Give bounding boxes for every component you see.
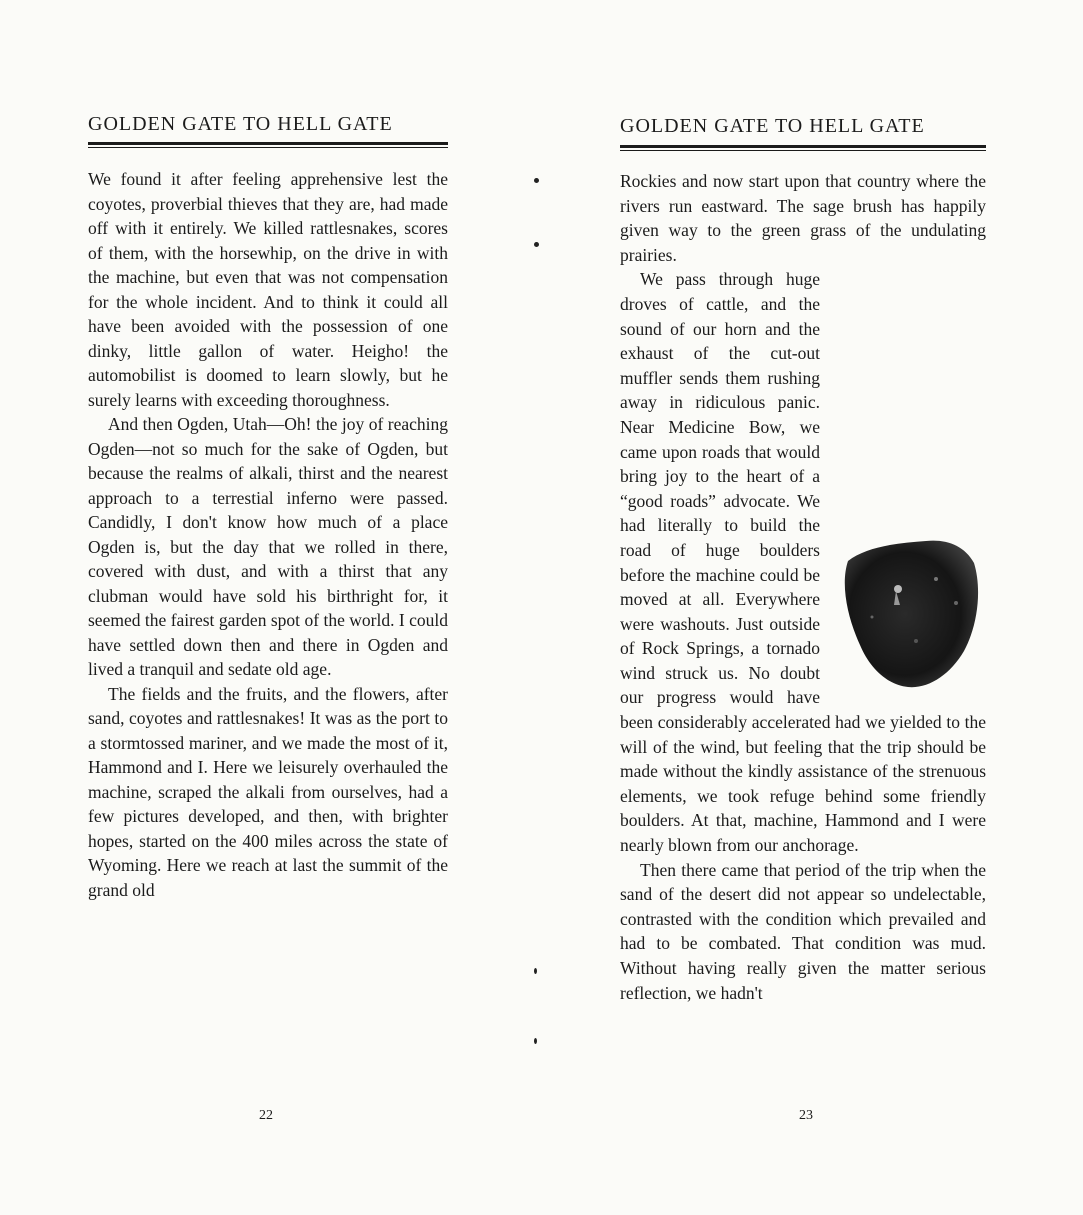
binding-mark xyxy=(534,178,539,183)
double-rule xyxy=(88,142,448,148)
body-text xyxy=(620,169,986,1005)
paragraph: The fields and the fruits, and the flowers, after sand, coyotes and rattlesnakes! It was as the port to a stormtossed mariner, and we made the most of it, Hammond and I. Here we leisurely overhauled the machine, scraped the alkali from ourselves, had a few pictures developed, and then, with brighter hopes, started on the 400 miles across the state of Wyoming. Here we reach at last the summit of the grand old xyxy=(88,683,448,900)
running-head: GOLDEN GATE TO HELL GATE xyxy=(88,113,393,135)
page-number: 22 xyxy=(259,1108,273,1123)
running-head: GOLDEN GATE TO HELL GATE xyxy=(620,115,925,137)
photograph-image xyxy=(836,529,986,694)
paragraph: And then Ogden, Utah—Oh! the joy of reaching Ogden—not so much for the sake of Ogden, but because the realms of alkali, thirst and the nearest approach to a terrestial inferno were passed. Candidly, I don't know how much of a place Ogden is, but the day that we rolled in there, covered with dust, and with a thirst that any clubman would have sold his birthright for, it seemed the fairest garden spot of the world. I could have settled down then and there in Ogden and lived a tranquil and sedate old age. xyxy=(88,414,448,679)
page-number: 23 xyxy=(799,1108,813,1123)
paragraph: Rockies and now start upon that country where the rivers run eastward. The sage brush has happily given way to the green grass of the undulating prairies. xyxy=(620,171,986,265)
binding-mark xyxy=(534,968,537,974)
paragraph: Then there came that period of the trip when the sand of the desert did not appear so undelectable, contrasted with the condition which prevailed and had to be combated. That condition was mud. Without having really given the matter serious reflection, we hadn't xyxy=(620,859,986,1003)
double-rule xyxy=(620,145,986,151)
body-text xyxy=(88,167,448,902)
paragraph: We found it after feeling apprehensive lest the coyotes, proverbial thieves that they are, had made off with it entirely. We killed rattlesnakes, scores of them, with the horsewhip, on the drive in with the machine, but even that was not compensation for the whole incident. And to think it could all have been avoided with the possession of one dinky, little gallon of water. Heigho! the automobilist is doomed to learn slowly, but he surely learns with exceeding thoroughness. xyxy=(88,169,448,410)
paragraph: We pass through huge droves of cattle, and the sound of our horn and the exhaust of the cut-out muffler sends them rushing away in ridiculous panic. Near Medicine Bow, we came upon roads that would bring joy to the heart of a “good roads” advocate. We had literally to build the road of huge boulders before the machine could be moved at all. Everywhere were washouts. Just outside of Rock Springs, a tornado wind struck us. No doubt our progress would have been considerably accelerated had we yielded to the will of the wind, but feeling that the trip should be made without the kindly assistance of the strenuous elements, we took refuge behind some friendly boulders. At that, machine, Hammond and I were nearly blown from our anchorage. xyxy=(620,269,986,856)
binding-mark xyxy=(534,1038,537,1044)
binding-mark xyxy=(534,242,539,247)
